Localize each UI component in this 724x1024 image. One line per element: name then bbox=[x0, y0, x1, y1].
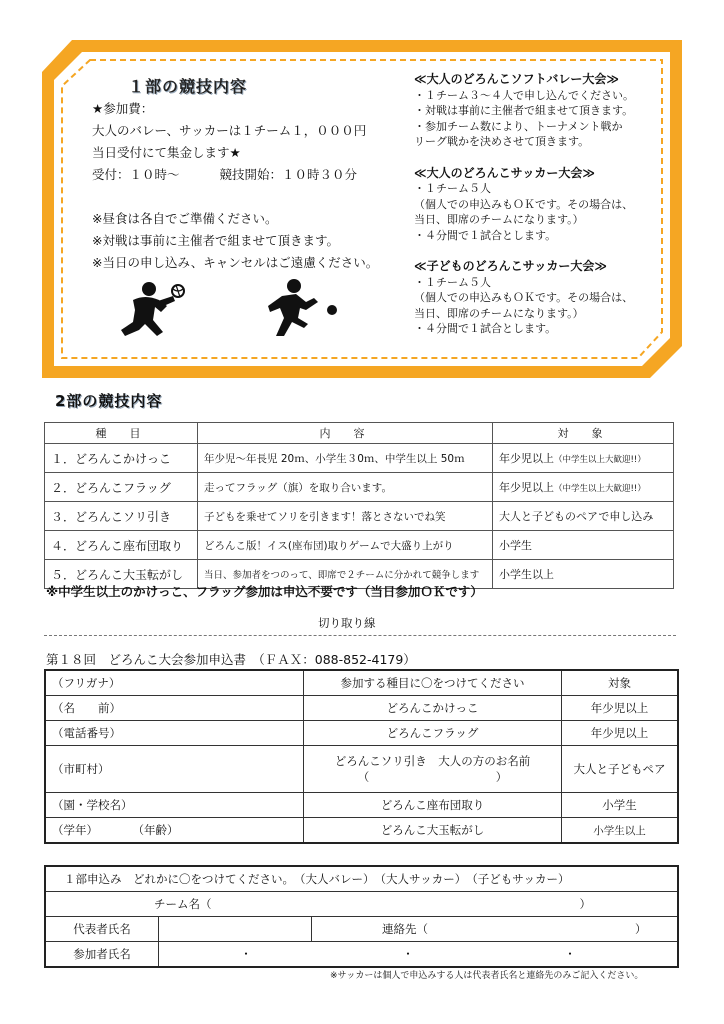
event-line: 当日、即席のチームになります。） bbox=[414, 306, 584, 320]
form2-header-row bbox=[45, 866, 678, 892]
form-left[interactable]: （園・学校名） bbox=[45, 793, 304, 818]
form2-rep-row bbox=[45, 917, 678, 942]
form-event[interactable]: どろんこ大玉転がし bbox=[304, 818, 562, 844]
form-row bbox=[45, 670, 678, 696]
form-event[interactable]: どろんこ座布団取り bbox=[304, 793, 562, 818]
event-name: ５．どろんこ大玉転がし bbox=[45, 560, 198, 589]
header-content: 内 容 bbox=[198, 423, 493, 444]
event-line: ・１チーム５人 bbox=[414, 275, 491, 289]
form-left[interactable]: （名 前） bbox=[45, 696, 304, 721]
form2-members-row bbox=[45, 942, 678, 968]
event-target: 年少児以上（中学生以上大歓迎!!） bbox=[493, 444, 674, 473]
form-left[interactable]: （市町村） bbox=[45, 746, 304, 793]
cut-line-label: 切り取り線 bbox=[318, 616, 376, 630]
time-row bbox=[92, 164, 412, 186]
event-line: 当日、即席のチームになります。） bbox=[414, 213, 584, 226]
form-title: 第１８回 どろんこ大会参加申込書 （ＦＡＸ：088-852-4179） bbox=[46, 652, 416, 667]
header-target: 対 象 bbox=[493, 423, 674, 444]
event-content: どろんこ版！イス(座布団)取りゲームで大盛り上がり bbox=[198, 531, 493, 560]
event-line: ・４分間で１試合とします。 bbox=[414, 228, 557, 242]
soccer-player-icon bbox=[262, 278, 342, 340]
form-left[interactable]: （電話番号） bbox=[45, 721, 304, 746]
member-dot: ・ bbox=[240, 947, 252, 961]
section2-title: 2部の競技内容 bbox=[55, 392, 163, 410]
form-target: 小学生 bbox=[562, 793, 679, 818]
start-time: 競技開始：１０時３０分 bbox=[219, 167, 358, 182]
form-row bbox=[45, 696, 678, 721]
form-row bbox=[45, 721, 678, 746]
section2-footnote: ※中学生以上のかけっこ、フラッグ参加は申込不要です（当日参加ＯＫです） bbox=[46, 584, 483, 599]
members-field[interactable] bbox=[159, 942, 679, 968]
form-header-right: 対象 bbox=[562, 670, 679, 696]
event-name: ４．どろんこ座布団取り bbox=[45, 531, 198, 560]
event-name: ２．どろんこフラッグ bbox=[45, 473, 198, 502]
event-target: 年少児以上（中学生以上大歓迎!!） bbox=[493, 473, 674, 502]
event-line: ・参加チーム数により、トーナメント戦か bbox=[414, 119, 623, 133]
event-content: 当日、参加者をつのって、即席で２チームに分かれて競争します bbox=[198, 560, 493, 589]
fee-collect: 当日受付にて集金します★ bbox=[92, 145, 241, 160]
form-row bbox=[45, 746, 678, 793]
form-event[interactable]: どろんこソリ引き 大人の方のお名前 （ ） bbox=[304, 746, 562, 793]
form-event[interactable]: どろんこかけっこ bbox=[304, 696, 562, 721]
table-row bbox=[45, 444, 674, 473]
application-form bbox=[44, 669, 679, 844]
table-row bbox=[45, 502, 674, 531]
header-event: 種 目 bbox=[45, 423, 198, 444]
form-left: （フリガナ） bbox=[45, 670, 304, 696]
events-table bbox=[44, 422, 674, 589]
rep-name-field[interactable] bbox=[159, 917, 312, 942]
event-name: ３．どろんこソリ引き bbox=[45, 502, 198, 531]
event-heading: ≪子どものどろんこサッカー大会≫ bbox=[414, 259, 607, 273]
fee-label: ★参加費： bbox=[92, 101, 154, 116]
event-line: （個人での申込みもＯＫです。その場合は、 bbox=[414, 291, 634, 304]
reception-time: 受付：１０時〜 bbox=[92, 167, 180, 182]
event-content: 走ってフラッグ（旗）を取り合います。 bbox=[198, 473, 493, 502]
event-heading: ≪大人のどろんこソフトバレー大会≫ bbox=[414, 72, 619, 86]
form-target: 年少児以上 bbox=[562, 721, 679, 746]
form2-team-row bbox=[45, 892, 678, 917]
contact-field[interactable]: 連絡先（ ） bbox=[312, 917, 679, 942]
section1-title: １部の競技内容 bbox=[128, 77, 248, 96]
note: ※昼食は各自でご準備ください。 bbox=[92, 211, 278, 226]
event-line: （個人での申込みもＯＫです。その場合は、 bbox=[414, 197, 634, 211]
form-event[interactable]: どろんこフラッグ bbox=[304, 721, 562, 746]
event-line: ・４分間で１試合とします。 bbox=[414, 322, 557, 335]
event-name: １．どろんこかけっこ bbox=[45, 444, 198, 473]
part1-form bbox=[44, 865, 679, 968]
form-left[interactable]: （学年） （年齢） bbox=[45, 818, 304, 844]
note: ※当日の申し込み、キャンセルはご遠慮ください。 bbox=[92, 255, 379, 270]
note: ※対戦は事前に主催者で組ませて頂きます。 bbox=[92, 233, 339, 248]
event-content: 年少児〜年長児 20ｍ、小学生３0ｍ、中学生以上 50ｍ bbox=[198, 444, 493, 473]
form2-note: ※サッカーは個人で申込みする人は代表者氏名と連絡先のみご記入ください。 bbox=[330, 971, 644, 981]
form-header-mid: 参加する種目に〇をつけてください bbox=[304, 670, 562, 696]
table-header-row bbox=[45, 423, 674, 444]
form2-header[interactable]: １部申込み どれかに〇をつけてください。 （大人バレー） （大人サッカー） （子どもサッカー） bbox=[45, 866, 678, 892]
event-heading: ≪大人のどろんこサッカー大会≫ bbox=[414, 165, 595, 180]
event-line: ・１チーム５人 bbox=[414, 182, 491, 195]
event-target: 小学生以上 bbox=[493, 560, 674, 589]
event-line: ・対戦は事前に主催者で組ませて頂きます。 bbox=[414, 104, 634, 117]
cut-line bbox=[44, 635, 676, 636]
form2-team[interactable]: チーム名（ ） bbox=[45, 892, 678, 917]
table-row bbox=[45, 473, 674, 502]
rep-label: 代表者氏名 bbox=[45, 917, 159, 942]
form-row bbox=[45, 793, 678, 818]
form-target: 小学生以上 bbox=[562, 818, 679, 844]
event-line: リーグ戦かを決めさせて頂きます。 bbox=[414, 135, 590, 148]
volleyball-player-icon bbox=[115, 280, 190, 340]
members-label: 参加者氏名 bbox=[45, 942, 159, 968]
event-content: 子どもを乗せてソリを引きます！落とさないでね笑 bbox=[198, 502, 493, 531]
form-target: 年少児以上 bbox=[562, 696, 679, 721]
member-dot: ・ bbox=[402, 947, 414, 961]
form-target: 大人と子どもペア bbox=[562, 746, 679, 793]
member-dot: ・ bbox=[564, 947, 576, 961]
event-target: 大人と子どものペアで申し込み bbox=[493, 502, 674, 531]
form-row bbox=[45, 818, 678, 844]
fee-line: 大人のバレー、サッカーは１チーム１，０００円 bbox=[92, 123, 367, 138]
event-target: 小学生 bbox=[493, 531, 674, 560]
table-row bbox=[45, 531, 674, 560]
event-line: ・１チーム３〜４人で申し込んでください。 bbox=[414, 88, 634, 102]
